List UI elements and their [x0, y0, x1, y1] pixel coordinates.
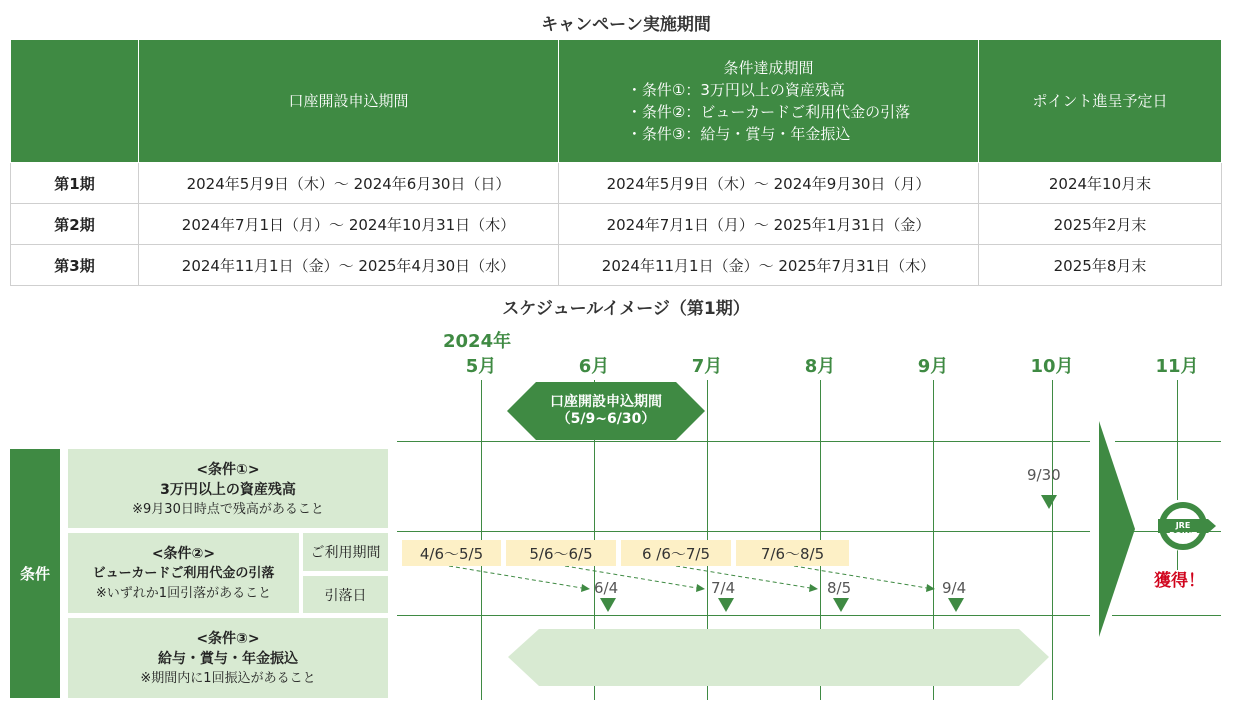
- account-period-arrow-text: [507, 394, 705, 428]
- jre-point-logo-text: JRE POINT: [1169, 521, 1197, 540]
- condition3-note: ※期間内に1回振込があること: [140, 671, 316, 686]
- debit-marker: [600, 598, 616, 612]
- condition-period-cell: 2024年11月1日（金）～ 2025年7月31日（木）: [559, 245, 979, 286]
- usage-period-label: ご利用期間: [303, 533, 388, 571]
- debit-date: 9/4: [942, 579, 967, 597]
- condition-label: 条件: [10, 449, 60, 698]
- header-point-date: ポイント進呈予定日: [979, 40, 1222, 163]
- account-period-cell: 2024年5月9日（木）～ 2024年6月30日（日）: [139, 163, 559, 204]
- header-condition-item: ・条件①：3万円以上の資産残高: [626, 81, 845, 99]
- debit-date: 6/4: [594, 579, 619, 597]
- month-label: 10月: [1030, 356, 1074, 377]
- acquired-label: 獲得！: [1154, 571, 1205, 591]
- debit-date-label: 引落日: [303, 576, 388, 613]
- condition3-title: <条件③>: [196, 631, 260, 647]
- account-period-cell: 2024年11月1日（金）～ 2025年4月30日（水）: [139, 245, 559, 286]
- account-arrow-line1: 口座開設申込期間: [550, 394, 662, 410]
- header-condition-title: 条件達成期間: [723, 59, 814, 77]
- condition1-date: 9/30: [1027, 466, 1061, 484]
- usage-period-box: 7/6～8/5: [736, 540, 849, 566]
- header-account-period: 口座開設申込期間: [139, 40, 559, 163]
- condition1-marker: [1041, 495, 1057, 509]
- point-award-chevron: [1099, 421, 1135, 637]
- point-date-cell: 2025年2月末: [979, 204, 1222, 245]
- usage-period-box: 5/6～6/5: [506, 540, 616, 566]
- point-date-cell: 2024年10月末: [979, 163, 1222, 204]
- account-period-cell: 2024年7月1日（月）～ 2024年10月31日（木）: [139, 204, 559, 245]
- schedule-year: 2024年: [443, 331, 512, 352]
- month-label: 8月: [804, 356, 836, 377]
- header-condition-item: ・条件②：ビューカードご利用代金の引落: [626, 103, 911, 121]
- month-label: 7月: [691, 356, 723, 377]
- condition-period-cell: 2024年5月9日（木）～ 2024年9月30日（月）: [559, 163, 979, 204]
- debit-date: 7/4: [711, 579, 736, 597]
- condition2-text: [68, 544, 299, 604]
- condition1-note: ※9月30日時点で残高があること: [132, 502, 324, 517]
- condition2-title: <条件②>: [151, 546, 216, 562]
- debit-dashed-arrows: [449, 566, 927, 588]
- month-label: 11月: [1155, 356, 1199, 377]
- term-cell: 第3期: [11, 245, 139, 286]
- condition-period-cell: 2024年7月1日（月）～ 2025年1月31日（金）: [559, 204, 979, 245]
- condition2-note: ※いずれか1回引落があること: [95, 586, 272, 601]
- condition3-text: [68, 629, 388, 689]
- condition3-period-arrow: [508, 629, 1049, 686]
- condition2-name: ビューカードご利用代金の引落: [92, 566, 275, 581]
- condition1-text: [68, 460, 388, 520]
- condition3-name: 給与・賞与・年金振込: [158, 651, 298, 667]
- header-condition-item: ・条件③：給与・賞与・年金振込: [626, 125, 851, 143]
- term-cell: 第2期: [11, 204, 139, 245]
- usage-period-box: 6 /6～7/5: [621, 540, 731, 566]
- point-date-cell: 2025年8月末: [979, 245, 1222, 286]
- schedule-title: スケジュールイメージ（第1期）: [502, 299, 750, 319]
- month-label: 6月: [578, 356, 610, 377]
- debit-marker: [833, 598, 849, 612]
- condition1-name: 3万円以上の資産残高: [160, 482, 296, 498]
- term-cell: 第1期: [11, 163, 139, 204]
- usage-period-box: 4/6～5/5: [402, 540, 501, 566]
- account-arrow-line2: （5/9~6/30）: [556, 411, 656, 427]
- debit-date: 8/5: [827, 579, 852, 597]
- month-label: 5月: [465, 356, 497, 377]
- dashed-arrow-heads: [581, 584, 935, 592]
- debit-marker: [718, 598, 734, 612]
- condition1-title: <条件①>: [196, 462, 260, 478]
- debit-marker: [948, 598, 964, 612]
- campaign-period-title: キャンペーン実施期間: [541, 15, 711, 35]
- month-label: 9月: [917, 356, 949, 377]
